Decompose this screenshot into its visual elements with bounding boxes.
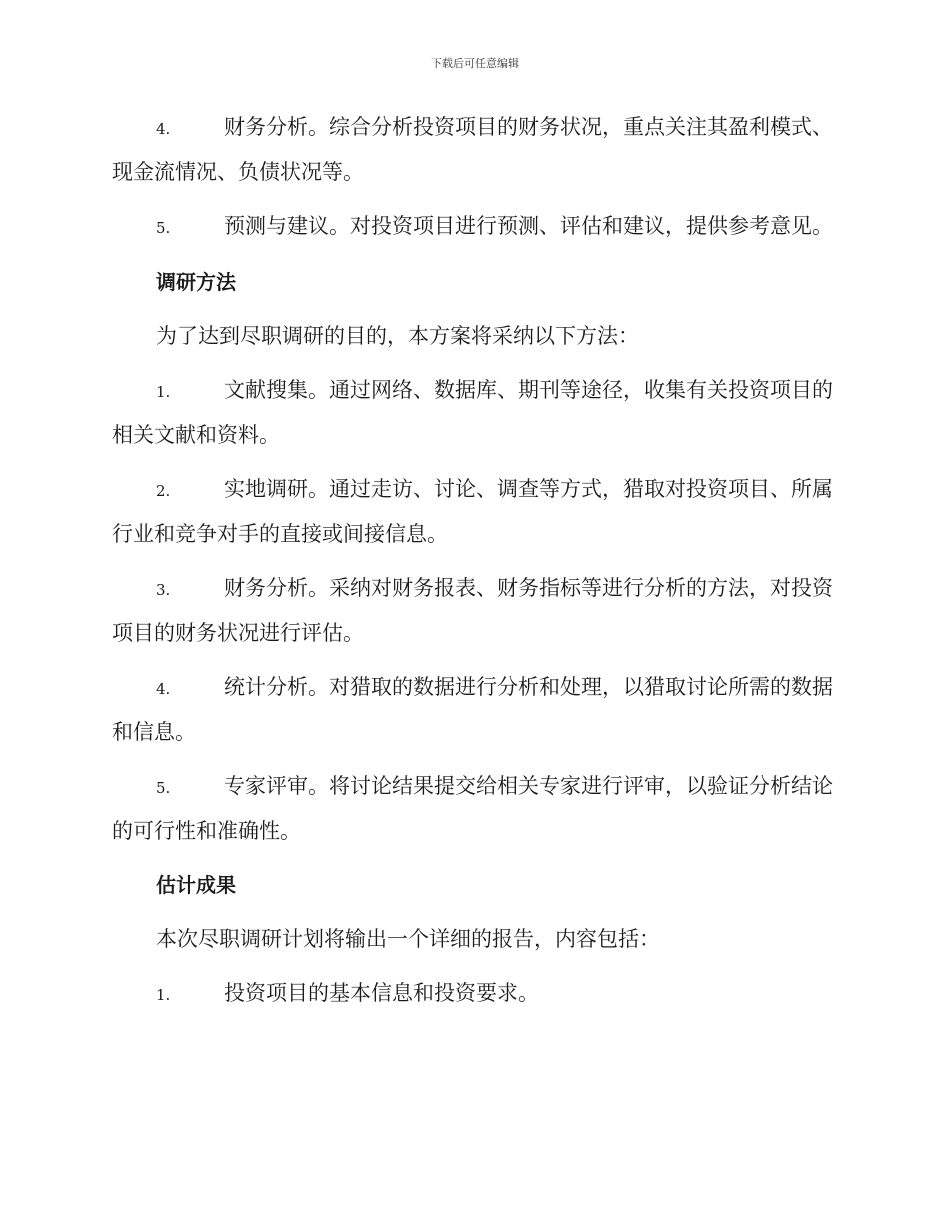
list-item-number: 3. [156,581,171,599]
list-item-text: 财务分析。综合分析投资项目的财务状况，重点关注其盈利模式、现金流情况、负债状况等。 [112,115,833,184]
page-header: 下载后可任意编辑 [431,57,519,70]
list-item-number: 4. [156,680,171,698]
list-item [112,567,834,655]
list-item-number: 5. [156,219,171,237]
list-item-text: 实地调研。通过走访、讨论、调查等方式，猎取对投资项目、所属行业和竞争对手的直接或间接信息。 [112,477,833,546]
list-item [112,106,834,194]
list-item [112,468,834,556]
paragraph: 本次尽职调研计划将输出一个详细的报告，内容包括： [156,927,660,951]
list-item-text: 统计分析。对猎取的数据进行分析和处理，以猎取讨论所需的数据和信息。 [112,675,833,744]
section-heading-expected-results: 估计成果 [156,873,236,897]
list-item-number: 1. [156,383,171,401]
list-item [112,666,834,754]
list-item [112,765,834,853]
paragraph: 为了达到尽职调研的目的，本方案将采纳以下方法： [156,324,639,348]
list-item-text: 专家评审。将讨论结果提交给相关专家进行评审，以验证分析结论的可行性和准确性。 [112,774,833,843]
list-item [112,205,834,250]
section-heading-research-methods: 调研方法 [156,270,236,294]
list-item-text: 财务分析。采纳对财务报表、财务指标等进行分析的方法，对投资项目的财务状况进行评估。 [112,576,833,645]
list-item-number: 5. [156,779,171,797]
list-item-number: 1. [156,986,171,1004]
list-item-number: 4. [156,120,171,138]
list-item-text: 预测与建议。对投资项目进行预测、评估和建议，提供参考意见。 [224,214,833,238]
list-item-number: 2. [156,482,171,500]
list-item [112,972,834,1017]
document-body [112,106,834,1028]
list-item-text: 投资项目的基本信息和投资要求。 [224,981,539,1005]
list-item [112,369,834,457]
list-item-text: 文献搜集。通过网络、数据库、期刊等途径，收集有关投资项目的相关文献和资料。 [112,378,833,447]
